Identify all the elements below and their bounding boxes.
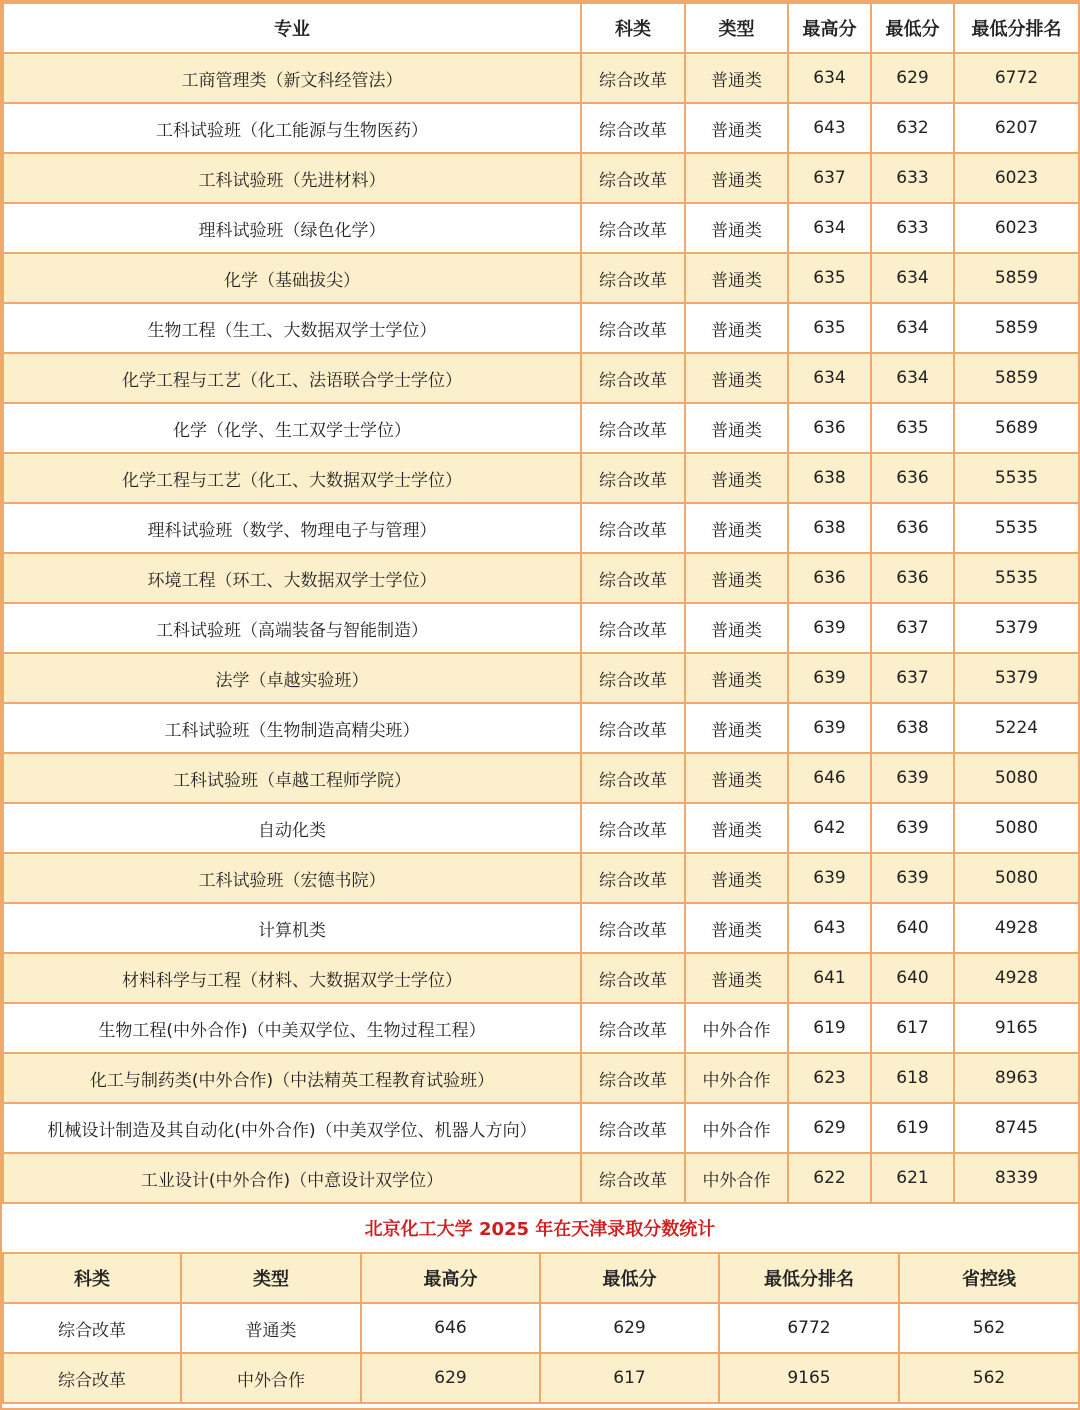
table-row	[3, 103, 1079, 153]
min-score-cell: 621	[871, 1153, 954, 1203]
max-score-cell: 642	[788, 803, 871, 853]
min-rank-cell: 5535	[954, 453, 1079, 503]
min-rank-cell: 6023	[954, 203, 1079, 253]
category-cell: 综合改革	[581, 353, 685, 403]
max-score-cell: 636	[788, 553, 871, 603]
category-cell: 综合改革	[581, 403, 685, 453]
min-rank-cell: 5859	[954, 303, 1079, 353]
min-rank-cell: 5535	[954, 553, 1079, 603]
table-row	[3, 753, 1079, 803]
table-row	[3, 203, 1079, 253]
summary-header-min-rank: 最低分排名	[719, 1253, 899, 1303]
header-category: 科类	[581, 3, 685, 53]
major-cell: 工科试验班（卓越工程师学院）	[3, 753, 581, 803]
max-score-cell: 643	[788, 903, 871, 953]
major-cell: 工业设计(中外合作)（中意设计双学位）	[3, 1153, 581, 1203]
min-score-cell: 632	[871, 103, 954, 153]
max-score-cell: 636	[788, 403, 871, 453]
type-cell: 普通类	[685, 203, 788, 253]
min-score-cell: 638	[871, 703, 954, 753]
min-score-cell: 639	[871, 853, 954, 903]
main-header-row	[3, 3, 1079, 53]
table-row	[3, 603, 1079, 653]
summary-header-row	[3, 1253, 1079, 1303]
category-cell: 综合改革	[581, 553, 685, 603]
type-cell: 普通类	[685, 703, 788, 753]
summary-max-score-cell: 646	[361, 1303, 540, 1353]
min-score-cell: 633	[871, 153, 954, 203]
min-rank-cell: 5080	[954, 803, 1079, 853]
min-rank-cell: 5080	[954, 853, 1079, 903]
table-row	[3, 1003, 1079, 1053]
major-cell: 化学工程与工艺（化工、法语联合学士学位）	[3, 353, 581, 403]
max-score-cell: 629	[788, 1103, 871, 1153]
min-rank-cell: 8339	[954, 1153, 1079, 1203]
summary-type-cell: 中外合作	[181, 1353, 361, 1403]
category-cell: 综合改革	[581, 153, 685, 203]
table-row	[3, 453, 1079, 503]
max-score-cell: 641	[788, 953, 871, 1003]
table-row	[3, 953, 1079, 1003]
category-cell: 综合改革	[581, 1153, 685, 1203]
major-cell: 法学（卓越实验班）	[3, 653, 581, 703]
max-score-cell: 635	[788, 303, 871, 353]
min-score-cell: 637	[871, 653, 954, 703]
summary-min-rank-cell: 9165	[719, 1353, 899, 1403]
table-row	[3, 353, 1079, 403]
max-score-cell: 634	[788, 203, 871, 253]
major-cell: 化工与制药类(中外合作)（中法精英工程教育试验班）	[3, 1053, 581, 1103]
min-score-cell: 629	[871, 53, 954, 103]
summary-min-score-cell: 617	[540, 1353, 719, 1403]
summary-type-cell: 普通类	[181, 1303, 361, 1353]
table-row	[3, 253, 1079, 303]
major-cell: 工商管理类（新文科经管法）	[3, 53, 581, 103]
header-major: 专业	[3, 3, 581, 53]
type-cell: 中外合作	[685, 1103, 788, 1153]
summary-header-max-score: 最高分	[361, 1253, 540, 1303]
major-cell: 工科试验班（先进材料）	[3, 153, 581, 203]
category-cell: 综合改革	[581, 703, 685, 753]
type-cell: 普通类	[685, 503, 788, 553]
category-cell: 综合改革	[581, 903, 685, 953]
min-score-cell: 634	[871, 253, 954, 303]
category-cell: 综合改革	[581, 303, 685, 353]
category-cell: 综合改革	[581, 1003, 685, 1053]
category-cell: 综合改革	[581, 603, 685, 653]
type-cell: 普通类	[685, 803, 788, 853]
type-cell: 普通类	[685, 303, 788, 353]
category-cell: 综合改革	[581, 953, 685, 1003]
table-row	[3, 653, 1079, 703]
table-row	[3, 1103, 1079, 1153]
summary-control-line-cell: 562	[899, 1303, 1079, 1353]
type-cell: 中外合作	[685, 1053, 788, 1103]
max-score-cell: 623	[788, 1053, 871, 1103]
max-score-cell: 639	[788, 603, 871, 653]
table-caption: 北京化工大学 2025 年在天津录取分数统计	[2, 1204, 1078, 1252]
summary-header-min-score: 最低分	[540, 1253, 719, 1303]
major-cell: 机械设计制造及其自动化(中外合作)（中美双学位、机器人方向）	[3, 1103, 581, 1153]
type-cell: 普通类	[685, 903, 788, 953]
table-row	[3, 503, 1079, 553]
category-cell: 综合改革	[581, 653, 685, 703]
max-score-cell: 619	[788, 1003, 871, 1053]
category-cell: 综合改革	[581, 853, 685, 903]
min-rank-cell: 5535	[954, 503, 1079, 553]
table-row	[3, 903, 1079, 953]
summary-header-type: 类型	[181, 1253, 361, 1303]
major-cell: 工科试验班（宏德书院）	[3, 853, 581, 903]
table-row	[3, 303, 1079, 353]
type-cell: 普通类	[685, 653, 788, 703]
max-score-cell: 639	[788, 653, 871, 703]
type-cell: 普通类	[685, 103, 788, 153]
type-cell: 普通类	[685, 753, 788, 803]
max-score-cell: 638	[788, 503, 871, 553]
summary-row	[3, 1353, 1079, 1403]
category-cell: 综合改革	[581, 753, 685, 803]
summary-max-score-cell: 629	[361, 1353, 540, 1403]
min-score-cell: 636	[871, 553, 954, 603]
category-cell: 综合改革	[581, 53, 685, 103]
category-cell: 综合改革	[581, 803, 685, 853]
min-rank-cell: 8745	[954, 1103, 1079, 1153]
table-row	[3, 553, 1079, 603]
category-cell: 综合改革	[581, 1103, 685, 1153]
min-score-cell: 634	[871, 353, 954, 403]
min-score-cell: 636	[871, 503, 954, 553]
type-cell: 普通类	[685, 153, 788, 203]
header-type: 类型	[685, 3, 788, 53]
min-rank-cell: 6207	[954, 103, 1079, 153]
summary-header-control-line: 省控线	[899, 1253, 1079, 1303]
major-cell: 生物工程（生工、大数据双学士学位）	[3, 303, 581, 353]
max-score-cell: 634	[788, 353, 871, 403]
max-score-cell: 638	[788, 453, 871, 503]
major-cell: 生物工程(中外合作)（中美双学位、生物过程工程）	[3, 1003, 581, 1053]
major-cell: 环境工程（环工、大数据双学士学位）	[3, 553, 581, 603]
category-cell: 综合改革	[581, 1053, 685, 1103]
min-rank-cell: 5080	[954, 753, 1079, 803]
type-cell: 普通类	[685, 453, 788, 503]
max-score-cell: 622	[788, 1153, 871, 1203]
type-cell: 普通类	[685, 53, 788, 103]
type-cell: 普通类	[685, 553, 788, 603]
major-cell: 化学工程与工艺（化工、大数据双学士学位）	[3, 453, 581, 503]
type-cell: 普通类	[685, 853, 788, 903]
min-score-cell: 640	[871, 953, 954, 1003]
max-score-cell: 634	[788, 53, 871, 103]
min-score-cell: 637	[871, 603, 954, 653]
table-row	[3, 853, 1079, 903]
summary-min-score-cell: 629	[540, 1303, 719, 1353]
summary-table	[2, 1252, 1080, 1404]
min-rank-cell: 5859	[954, 253, 1079, 303]
type-cell: 中外合作	[685, 1153, 788, 1203]
min-rank-cell: 8963	[954, 1053, 1079, 1103]
summary-header-category: 科类	[3, 1253, 181, 1303]
min-score-cell: 617	[871, 1003, 954, 1053]
min-rank-cell: 6772	[954, 53, 1079, 103]
table-row	[3, 803, 1079, 853]
summary-min-rank-cell: 6772	[719, 1303, 899, 1353]
header-min-rank: 最低分排名	[954, 3, 1079, 53]
table-row	[3, 53, 1079, 103]
min-rank-cell: 4928	[954, 903, 1079, 953]
header-min-score: 最低分	[871, 3, 954, 53]
summary-row	[3, 1303, 1079, 1353]
max-score-cell: 637	[788, 153, 871, 203]
major-cell: 化学（基础拔尖）	[3, 253, 581, 303]
max-score-cell: 646	[788, 753, 871, 803]
major-cell: 工科试验班（生物制造高精尖班）	[3, 703, 581, 753]
major-cell: 自动化类	[3, 803, 581, 853]
header-max-score: 最高分	[788, 3, 871, 53]
major-cell: 化学（化学、生工双学士学位）	[3, 403, 581, 453]
max-score-cell: 639	[788, 703, 871, 753]
table-row	[3, 153, 1079, 203]
table-row	[3, 1053, 1079, 1103]
min-score-cell: 640	[871, 903, 954, 953]
max-score-cell: 635	[788, 253, 871, 303]
type-cell: 普通类	[685, 253, 788, 303]
major-cell: 工科试验班（高端装备与智能制造）	[3, 603, 581, 653]
major-cell: 理科试验班（绿色化学）	[3, 203, 581, 253]
type-cell: 普通类	[685, 403, 788, 453]
summary-control-line-cell: 562	[899, 1353, 1079, 1403]
max-score-cell: 639	[788, 853, 871, 903]
type-cell: 中外合作	[685, 1003, 788, 1053]
major-cell: 材料科学与工程（材料、大数据双学士学位）	[3, 953, 581, 1003]
table-row	[3, 1153, 1079, 1203]
min-score-cell: 639	[871, 753, 954, 803]
min-score-cell: 634	[871, 303, 954, 353]
min-rank-cell: 5689	[954, 403, 1079, 453]
min-score-cell: 619	[871, 1103, 954, 1153]
min-rank-cell: 4928	[954, 953, 1079, 1003]
table-row	[3, 703, 1079, 753]
min-score-cell: 618	[871, 1053, 954, 1103]
category-cell: 综合改革	[581, 503, 685, 553]
min-rank-cell: 5859	[954, 353, 1079, 403]
major-cell: 计算机类	[3, 903, 581, 953]
category-cell: 综合改革	[581, 103, 685, 153]
type-cell: 普通类	[685, 603, 788, 653]
major-scores-table	[2, 2, 1080, 1204]
min-score-cell: 639	[871, 803, 954, 853]
min-rank-cell: 6023	[954, 153, 1079, 203]
summary-category-cell: 综合改革	[3, 1303, 181, 1353]
category-cell: 综合改革	[581, 453, 685, 503]
min-rank-cell: 5379	[954, 603, 1079, 653]
min-score-cell: 633	[871, 203, 954, 253]
major-cell: 工科试验班（化工能源与生物医药）	[3, 103, 581, 153]
category-cell: 综合改革	[581, 253, 685, 303]
summary-category-cell: 综合改革	[3, 1353, 181, 1403]
min-rank-cell: 9165	[954, 1003, 1079, 1053]
type-cell: 普通类	[685, 953, 788, 1003]
min-score-cell: 636	[871, 453, 954, 503]
type-cell: 普通类	[685, 353, 788, 403]
category-cell: 综合改革	[581, 203, 685, 253]
max-score-cell: 643	[788, 103, 871, 153]
min-rank-cell: 5379	[954, 653, 1079, 703]
min-rank-cell: 5224	[954, 703, 1079, 753]
min-score-cell: 635	[871, 403, 954, 453]
table-row	[3, 403, 1079, 453]
major-cell: 理科试验班（数学、物理电子与管理）	[3, 503, 581, 553]
